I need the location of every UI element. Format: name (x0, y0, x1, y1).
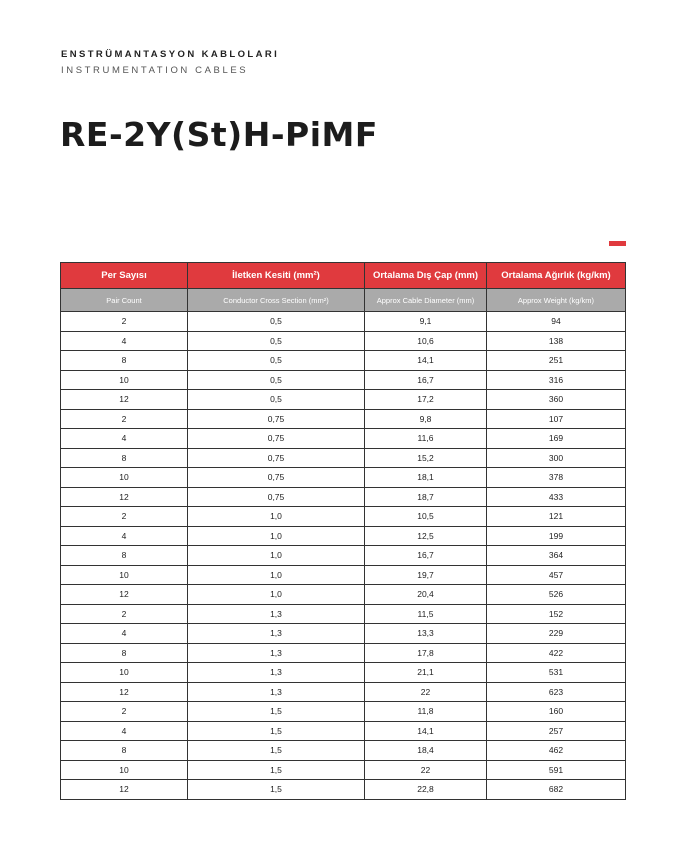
cell-weight: 160 (487, 702, 626, 722)
column-header-weight-en: Approx Weight (kg/km) (487, 289, 626, 312)
cell-pair-count: 2 (61, 604, 188, 624)
column-header-diameter-en: Approx Cable Diameter (mm) (365, 289, 487, 312)
cell-cross-section: 0,5 (188, 390, 365, 410)
column-header-cross-section-en: Conductor Cross Section (mm²) (188, 289, 365, 312)
table-row (61, 507, 626, 527)
cell-weight: 360 (487, 390, 626, 410)
cell-weight: 121 (487, 507, 626, 527)
column-header-weight-tr: Ortalama Ağırlık (kg/km) (487, 263, 626, 289)
cell-weight: 531 (487, 663, 626, 683)
section-kicker-tr: ENSTRÜMANTASYON KABLOLARI (61, 49, 280, 60)
cell-cross-section: 1,5 (188, 702, 365, 722)
cell-cross-section: 1,3 (188, 663, 365, 683)
cell-diameter: 17,2 (365, 390, 487, 410)
cell-pair-count: 10 (61, 565, 188, 585)
spec-table (60, 262, 626, 800)
cell-diameter: 10,5 (365, 507, 487, 527)
cell-cross-section: 1,5 (188, 780, 365, 800)
table-row (61, 390, 626, 410)
cell-pair-count: 2 (61, 312, 188, 332)
cell-cross-section: 1,3 (188, 682, 365, 702)
cell-pair-count: 12 (61, 585, 188, 605)
column-header-pair-count-tr: Per Sayısı (61, 263, 188, 289)
cell-weight: 682 (487, 780, 626, 800)
table-row (61, 448, 626, 468)
cell-weight: 591 (487, 760, 626, 780)
cell-diameter: 18,1 (365, 468, 487, 488)
cell-diameter: 21,1 (365, 663, 487, 683)
section-kicker-en: INSTRUMENTATION CABLES (61, 65, 249, 76)
table-row (61, 721, 626, 741)
cell-diameter: 12,5 (365, 526, 487, 546)
cell-pair-count: 8 (61, 741, 188, 761)
header-row-en (61, 289, 626, 312)
cell-weight: 623 (487, 682, 626, 702)
cell-diameter: 9,8 (365, 409, 487, 429)
table-row (61, 409, 626, 429)
table-row (61, 702, 626, 722)
cell-pair-count: 10 (61, 468, 188, 488)
table-row (61, 312, 626, 332)
cell-weight: 433 (487, 487, 626, 507)
table-row (61, 487, 626, 507)
cell-diameter: 15,2 (365, 448, 487, 468)
table-row (61, 741, 626, 761)
table-row (61, 370, 626, 390)
cell-weight: 152 (487, 604, 626, 624)
cell-weight: 457 (487, 565, 626, 585)
cell-diameter: 18,4 (365, 741, 487, 761)
cell-cross-section: 1,0 (188, 546, 365, 566)
cell-diameter: 14,1 (365, 721, 487, 741)
cell-pair-count: 4 (61, 331, 188, 351)
cell-weight: 378 (487, 468, 626, 488)
cell-cross-section: 0,5 (188, 312, 365, 332)
cell-pair-count: 2 (61, 409, 188, 429)
table-row (61, 643, 626, 663)
cell-weight: 251 (487, 351, 626, 371)
cell-cross-section: 1,5 (188, 721, 365, 741)
cell-cross-section: 0,5 (188, 370, 365, 390)
table-body (61, 312, 626, 800)
cell-diameter: 13,3 (365, 624, 487, 644)
cell-pair-count: 12 (61, 780, 188, 800)
cell-diameter: 16,7 (365, 370, 487, 390)
cell-pair-count: 8 (61, 351, 188, 371)
cell-diameter: 11,5 (365, 604, 487, 624)
cell-pair-count: 2 (61, 507, 188, 527)
cell-pair-count: 10 (61, 370, 188, 390)
column-header-cross-section-tr: İletken Kesiti (mm²) (188, 263, 365, 289)
cell-cross-section: 0,75 (188, 429, 365, 449)
cell-pair-count: 4 (61, 429, 188, 449)
cell-diameter: 10,6 (365, 331, 487, 351)
cell-cross-section: 1,3 (188, 604, 365, 624)
table-row (61, 526, 626, 546)
cell-cross-section: 0,75 (188, 487, 365, 507)
cell-weight: 316 (487, 370, 626, 390)
cell-cross-section: 1,0 (188, 507, 365, 527)
table-row (61, 331, 626, 351)
cell-pair-count: 12 (61, 682, 188, 702)
cell-weight: 138 (487, 331, 626, 351)
cell-diameter: 17,8 (365, 643, 487, 663)
cell-pair-count: 4 (61, 624, 188, 644)
cell-weight: 107 (487, 409, 626, 429)
cell-weight: 257 (487, 721, 626, 741)
cell-weight: 300 (487, 448, 626, 468)
cell-cross-section: 1,3 (188, 643, 365, 663)
cell-weight: 422 (487, 643, 626, 663)
cell-pair-count: 10 (61, 760, 188, 780)
cell-pair-count: 10 (61, 663, 188, 683)
cell-diameter: 19,7 (365, 565, 487, 585)
cell-cross-section: 1,0 (188, 585, 365, 605)
cell-cross-section: 0,75 (188, 468, 365, 488)
cell-weight: 169 (487, 429, 626, 449)
cell-diameter: 9,1 (365, 312, 487, 332)
cell-cross-section: 1,0 (188, 565, 365, 585)
cell-cross-section: 1,3 (188, 624, 365, 644)
cell-cross-section: 0,75 (188, 409, 365, 429)
table-row (61, 780, 626, 800)
cell-cross-section: 1,0 (188, 526, 365, 546)
table-row (61, 468, 626, 488)
table-row (61, 546, 626, 566)
cell-diameter: 16,7 (365, 546, 487, 566)
cell-cross-section: 1,5 (188, 741, 365, 761)
page-title: RE-2Y(St)H-PiMF (60, 115, 378, 154)
cell-pair-count: 8 (61, 643, 188, 663)
cell-diameter: 11,8 (365, 702, 487, 722)
cell-diameter: 22 (365, 760, 487, 780)
cell-cross-section: 0,75 (188, 448, 365, 468)
column-header-pair-count-en: Pair Count (61, 289, 188, 312)
cell-pair-count: 12 (61, 390, 188, 410)
header-row-tr (61, 263, 626, 289)
cell-weight: 526 (487, 585, 626, 605)
accent-mark (609, 241, 626, 246)
table-row (61, 624, 626, 644)
cell-weight: 199 (487, 526, 626, 546)
cell-weight: 462 (487, 741, 626, 761)
table-row (61, 682, 626, 702)
cell-diameter: 22,8 (365, 780, 487, 800)
cell-diameter: 18,7 (365, 487, 487, 507)
table-row (61, 663, 626, 683)
table-row (61, 429, 626, 449)
cell-pair-count: 12 (61, 487, 188, 507)
cell-pair-count: 2 (61, 702, 188, 722)
cell-weight: 364 (487, 546, 626, 566)
cell-cross-section: 1,5 (188, 760, 365, 780)
cell-cross-section: 0,5 (188, 351, 365, 371)
table-row (61, 565, 626, 585)
cell-diameter: 20,4 (365, 585, 487, 605)
table-row (61, 585, 626, 605)
table-row (61, 760, 626, 780)
cell-weight: 94 (487, 312, 626, 332)
cell-cross-section: 0,5 (188, 331, 365, 351)
cell-weight: 229 (487, 624, 626, 644)
cell-diameter: 11,6 (365, 429, 487, 449)
cell-diameter: 14,1 (365, 351, 487, 371)
table-row (61, 604, 626, 624)
table-row (61, 351, 626, 371)
cell-pair-count: 4 (61, 526, 188, 546)
cell-pair-count: 8 (61, 546, 188, 566)
cell-diameter: 22 (365, 682, 487, 702)
cell-pair-count: 8 (61, 448, 188, 468)
column-header-diameter-tr: Ortalama Dış Çap (mm) (365, 263, 487, 289)
cell-pair-count: 4 (61, 721, 188, 741)
